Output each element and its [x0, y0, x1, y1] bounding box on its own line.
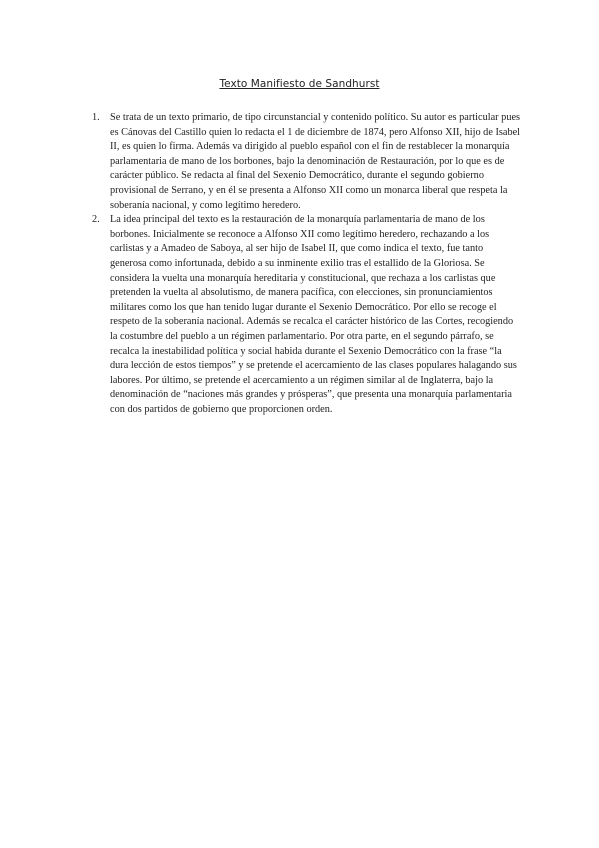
list-item-number: 2. — [92, 214, 100, 226]
document-title: Texto Manifiesto de Sandhurst — [219, 78, 380, 90]
list-item-text: Se trata de un texto primario, de tipo circunstancial y contenido político. Su autor es particular pues es Cánovas del Castillo quien lo redacta el 1 de diciembre de 1874, pero Alfonso XII, hijo de Isabel II, es quien lo firma. Además va dirigido al pueblo español con el fin de restablecer la monarquía parlamentaria de mano de los borbones, bajo la denominación de Restauración, por lo que es de carácter público. Se redacta al final del Sexenio Democrático, durante el segundo gobierno provisional de Serrano, y en él se presenta a Alfonso XII como un monarca liberal que respeta la soberanía nacional, y como legítimo heredero. — [110, 112, 521, 211]
numbered-list — [92, 111, 522, 417]
list-item — [92, 213, 522, 417]
list-item-number: 1. — [92, 112, 100, 123]
list-item-text: La idea principal del texto es la restauración de la monarquía parlamentaria de mano de los borbones. Inicialmente se reconoce a Alfonso XII como legítimo heredero, rechazando a los carlistas y a Amadeo de Saboya, al ser hijo de Isabel II, que como indica el texto, fue tanto generosa como infortunada, debido a su inminente exilio tras el estallido de la Gloriosa. Se considera la vuelta una monarquía hereditaria y constitucional, que rechaza a los carlistas que pretenden la vuelta al absolutismo, de manera pacífica, con elecciones, sin pronunciamientos militares como los que han tenido lugar durante el Sexenio Democrático. Por ello se recoge el respeto de la soberanía nacional. Además se recalca el carácter histórico de las Cortes, recogiendo la costumbre del pueblo a un régimen parlamentario. Por otra parte, en el segundo párrafo, se recalca la inestabilidad política y social habida durante el Sexenio Democrático con la frase “la dura lección de estos tiempos” y se pretende el acercamiento de las clases populares halagando sus labores. Por último, se pretende el acercamiento a un régimen similar al de Inglaterra, bajo la denominación de “naciones más grandes y prósperas”, que presenta una monarquía parlamentaria con dos partidos de gobierno que proporcionen orden. — [110, 214, 517, 415]
list-item — [92, 111, 522, 213]
